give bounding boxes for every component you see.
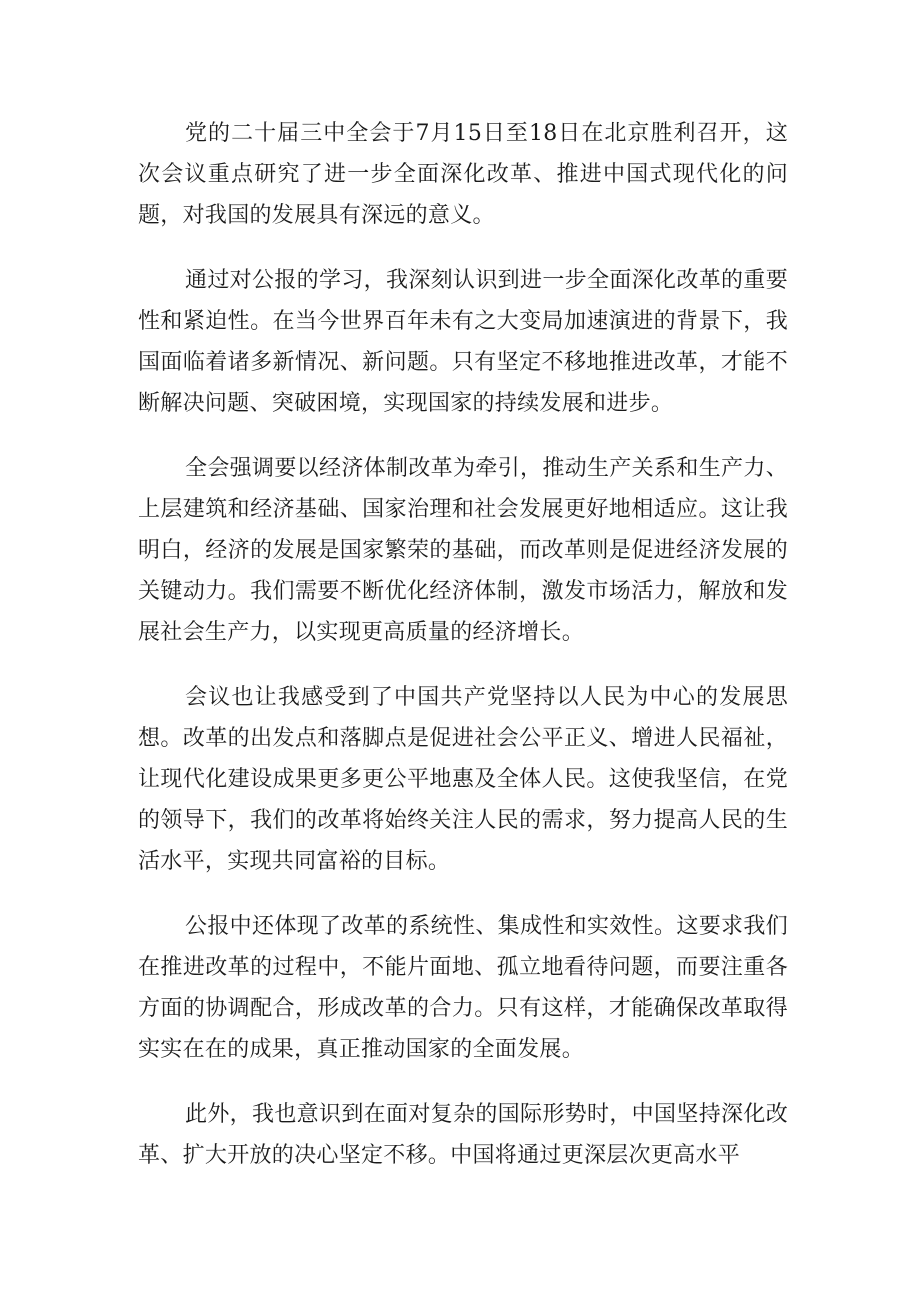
paragraph-1: 党的二十届三中全会于7月15日至18日在北京胜利召开，这次会议重点研究了进一步全面深化改革、推进中国式现代化的问题，对我国的发展具有深远的意义。 [138,121,788,228]
paragraph-5: 公报中还体现了改革的系统性、集成性和实效性。这要求我们在推进改革的过程中，不能片面地、孤立地看待问题，而要注重各方面的协调配合，形成改革的合力。只有这样，才能确保改革取得实实在在的成果，真正推动国家的全面发展。 [138,914,788,1062]
document-body [138,113,788,1176]
paragraph-4: 会议也让我感受到了中国共产党坚持以人民为中心的发展思想。改革的出发点和落脚点是促进社会公平正义、增进人民福祉，让现代化建设成果更多更公平地惠及全体人民。这使我坚信，在党的领导下，我们的改革将始终关注人民的需求，努力提高人民的生活水平，实现共同富裕的目标。 [138,685,788,874]
paragraph-6: 此外，我也意识到在面对复杂的国际形势时，中国坚持深化改革、扩大开放的决心坚定不移。中国将通过更深层次更高水平 [138,1102,788,1168]
paragraph-2: 通过对公报的学习，我深刻认识到进一步全面深化改革的重要性和紧迫性。在当今世界百年未有之大变局加速演进的背景下，我国面临着诸多新情况、新问题。只有坚定不移地推进改革，才能不断解决问题、突破困境，实现国家的持续发展和进步。 [138,268,788,416]
paragraph-3: 全会强调要以经济体制改革为牵引，推动生产关系和生产力、上层建筑和经济基础、国家治理和社会发展更好地相适应。这让我明白，经济的发展是国家繁荣的基础，而改革则是促进经济发展的关键动力。我们需要不断优化经济体制，激发市场活力，解放和发展社会生产力，以实现更高质量的经济增长。 [138,456,788,645]
